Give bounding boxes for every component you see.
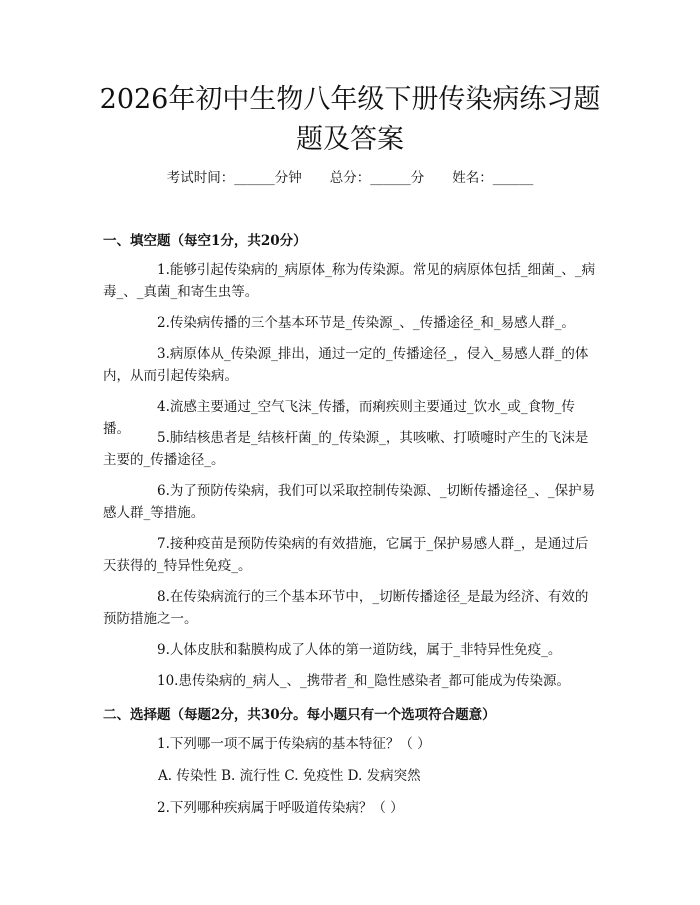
exam-time: 考试时间：______分钟 — [166, 170, 302, 186]
question-item: 2.下列哪种疾病属于呼吸道传染病？（ ） — [157, 800, 404, 816]
question-item: 7.接种疫苗是预防传染病的有效措施，它属于_保护易感人群_，是通过后天获得的_特异性免疫_。 — [103, 536, 589, 574]
section-fill-blank-heading: 一、填空题（每空1分，共20分） — [103, 233, 307, 249]
question-item: 10.患传染病的_病人_、_携带者_和_隐性感染者_都可能成为传染源。 — [157, 673, 570, 689]
question-item: 3.病原体从_传染源_排出，通过一定的_传播途径_，侵入_易感人群_的体内，从而引起传染病。 — [103, 346, 589, 384]
question-item: 2.传染病传播的三个基本环节是_传染源_、_传播途径_和_易感人群_。 — [157, 315, 575, 331]
exam-name: 姓名：______ — [452, 170, 534, 186]
question-item: 9.人体皮肤和黏膜构成了人体的第一道防线，属于_非特异性免疫_。 — [157, 642, 562, 658]
question-item: 5.肺结核患者是_结核杆菌_的_传染源_，其咳嗽、打喷嚏时产生的飞沫是主要的_传播途径_。 — [103, 430, 589, 468]
question-item: 6.为了预防传染病，我们可以采取控制传染源、_切断传播途径_、_保护易感人群_等措施。 — [103, 483, 596, 521]
exam-meta — [0, 168, 700, 188]
section-multiple-choice-heading: 二、选择题（每题2分，共30分。每小题只有一个选项符合题意） — [103, 707, 496, 723]
exam-score: 总分：______分 — [329, 170, 425, 186]
question-item: 1.能够引起传染病的_病原体_称为传染源。常见的病原体包括_细菌_、_病毒_、_真菌_和寄生虫等。 — [103, 262, 596, 300]
document-title: 2026年初中生物八年级下册传染病练习题题及答案 — [99, 84, 601, 155]
answer-options: A. 传染性 B. 流行性 C. 免疫性 D. 发病突然 — [158, 768, 421, 784]
question-item: 4.流感主要通过_空气飞沫_传播，而痢疾则主要通过_饮水_或_食物_传播。 — [103, 399, 575, 437]
question-item: 1.下列哪一项不属于传染病的基本特征？（ ） — [157, 736, 431, 752]
question-item: 8.在传染病流行的三个基本环节中，_切断传播途径_是最为经济、有效的预防措施之一。 — [103, 589, 589, 627]
